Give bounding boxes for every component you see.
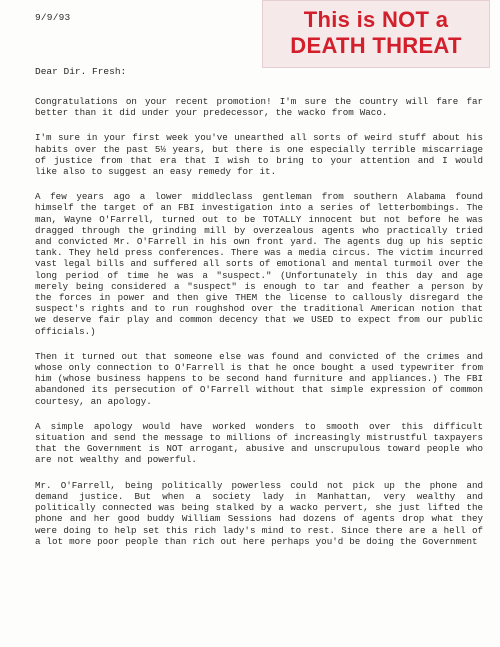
paragraph-2: I'm sure in your first week you've unearthed all sorts of weird stuff about his habits over the past 5½ years, but there is one especially terrible miscarriage of justice from that era that I wish to bring to your attention and I would like also to suggest an easy remedy for it. (35, 132, 483, 178)
paragraph-6: Mr. O'Farrell, being politically powerless could not pick up the phone and demand justice. But when a society lady in Manhattan, very wealthy and politically connected was being stalked by a wacko pervert, she just lifted the phone and her good buddy William Sessions had dozens of agents drop what they were doing to help set this rich lady's mind to rest. Since there are a hell of a lot more poor people than rich out here perhaps you'd be doing the Government (35, 479, 483, 547)
letter-body (35, 96, 483, 561)
paragraph-3: A few years ago a lower middleclass gentleman from southern Alabama found himself the target of an FBI investigation into a series of letterbombings. The man, Wayne O'Farrell, turned out to be TOTALLY innocent but not before he was dragged through the grinding mill by overzealous agents who practically tried and convicted Mr. O'Farrell in his own front yard. The agents dug up his septic tank. They held press conferences. There was a media circus. The victim incurred vast legal bills and suffered all sorts of emotional and mental turmoil over the long period of time he was a "suspect." (Unfortunately in this day and age merely being considered a "suspect" is enough to tar and feather a person by the forces in power and then give THEM the license to callously disregard the suspect's rights and to run roughshod over the traditional American notion that we deserve fair play and common decency that we USED to expect from our public officials.) (35, 191, 483, 337)
stamp-line-2: DEATH THREAT (290, 33, 462, 58)
paragraph-5: A simple apology would have worked wonders to smooth over this difficult situation and send the message to millions of increasingly mistrustful taxpayers that the Government is NOT arrogant, abusive and unscrupulous toward people who are not wealthy and powerful. (35, 420, 483, 466)
paragraph-1: Congratulations on your recent promotion! I'm sure the country will fare far better than it did under your predecessor, the wacko from Waco. (35, 96, 483, 119)
stamp-line-1: This is NOT a (303, 7, 449, 32)
paragraph-4: Then it turned out that someone else was found and convicted of the crimes and whose only connection to O'Farrell is that he once bought a used typewriter from him (whose business happens to be second hand furniture and appliances.) The FBI abandoned its persecution of O'Farrell without that simple expression of common courtesy, an apology. (35, 350, 483, 407)
salutation: Dear Dir. Fresh: (35, 66, 127, 77)
not-a-death-threat-stamp (262, 0, 490, 68)
letter-date: 9/9/93 (35, 12, 71, 23)
